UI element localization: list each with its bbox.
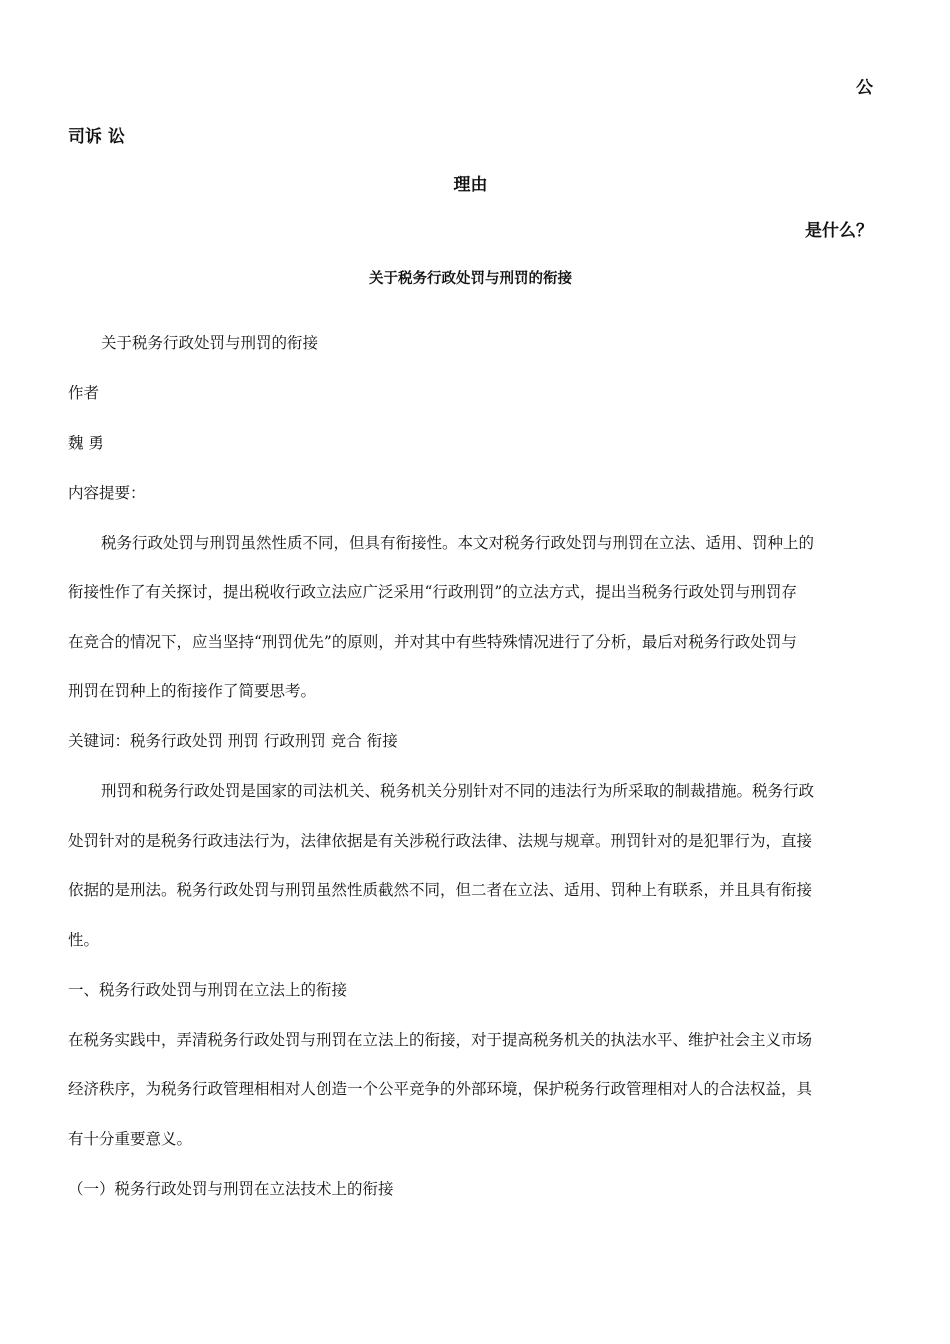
- header-line-2: 司诉 讼: [68, 127, 125, 147]
- section-line: 有十分重要意义。: [68, 1130, 193, 1148]
- section-heading: 一、税务行政处罚与刑罚在立法上的衔接: [68, 981, 348, 999]
- header-line-3: 理由: [453, 175, 488, 195]
- document-title: 关于税务行政处罚与刑罚的衔接: [369, 270, 572, 287]
- keywords: 关键词：税务行政处罚 刑罚 行政刑罚 竞合 衔接: [68, 732, 398, 750]
- section-line: 经济秩序，为税务行政管理相相对人创造一个公平竞争的外部环境，保护税务行政管理相对人的合法权益，具: [68, 1080, 813, 1098]
- intro-line: 依据的是刑法。税务行政处罚与刑罚虽然性质截然不同，但二者在立法、适用、罚种上有联系，并且具有衔接: [68, 881, 813, 899]
- abstract-line: 刑罚在罚种上的衔接作了简要思考。: [68, 682, 317, 700]
- header-line-1: 公: [856, 78, 873, 98]
- abstract-label: 内容提要：: [68, 484, 146, 502]
- abstract-line: 在竞合的情况下，应当坚持“刑罚优先”的原则，并对其中有些特殊情况进行了分析，最后对税务行政处罚与: [68, 633, 797, 651]
- article-title: 关于税务行政处罚与刑罚的衔接: [101, 334, 319, 352]
- intro-line: 性。: [68, 931, 100, 949]
- author-label: 作者: [68, 384, 100, 402]
- header-line-4: 是什么？: [805, 221, 873, 241]
- author-name: 魏 勇: [68, 434, 104, 452]
- intro-line: 处罚针对的是税务行政违法行为，法律依据是有关涉税行政法律、法规与规章。刑罚针对的是犯罪行为，直接: [68, 832, 813, 850]
- abstract-line: 衔接性作了有关探讨，提出税收行政立法应广泛采用“行政刑罚”的立法方式，提出当税务行政处罚与刑罚存: [68, 583, 797, 601]
- abstract-line: 税务行政处罚与刑罚虽然性质不同，但具有衔接性。本文对税务行政处罚与刑罚在立法、适用、罚种上的: [101, 534, 815, 552]
- subsection-heading: （一）税务行政处罚与刑罚在立法技术上的衔接: [68, 1180, 394, 1198]
- intro-line: 刑罚和税务行政处罚是国家的司法机关、税务机关分别针对不同的违法行为所采取的制裁措施。税务行政: [101, 782, 815, 800]
- section-line: 在税务实践中，弄清税务行政处罚与刑罚在立法上的衔接，对于提高税务机关的执法水平、维护社会主义市场: [68, 1031, 813, 1049]
